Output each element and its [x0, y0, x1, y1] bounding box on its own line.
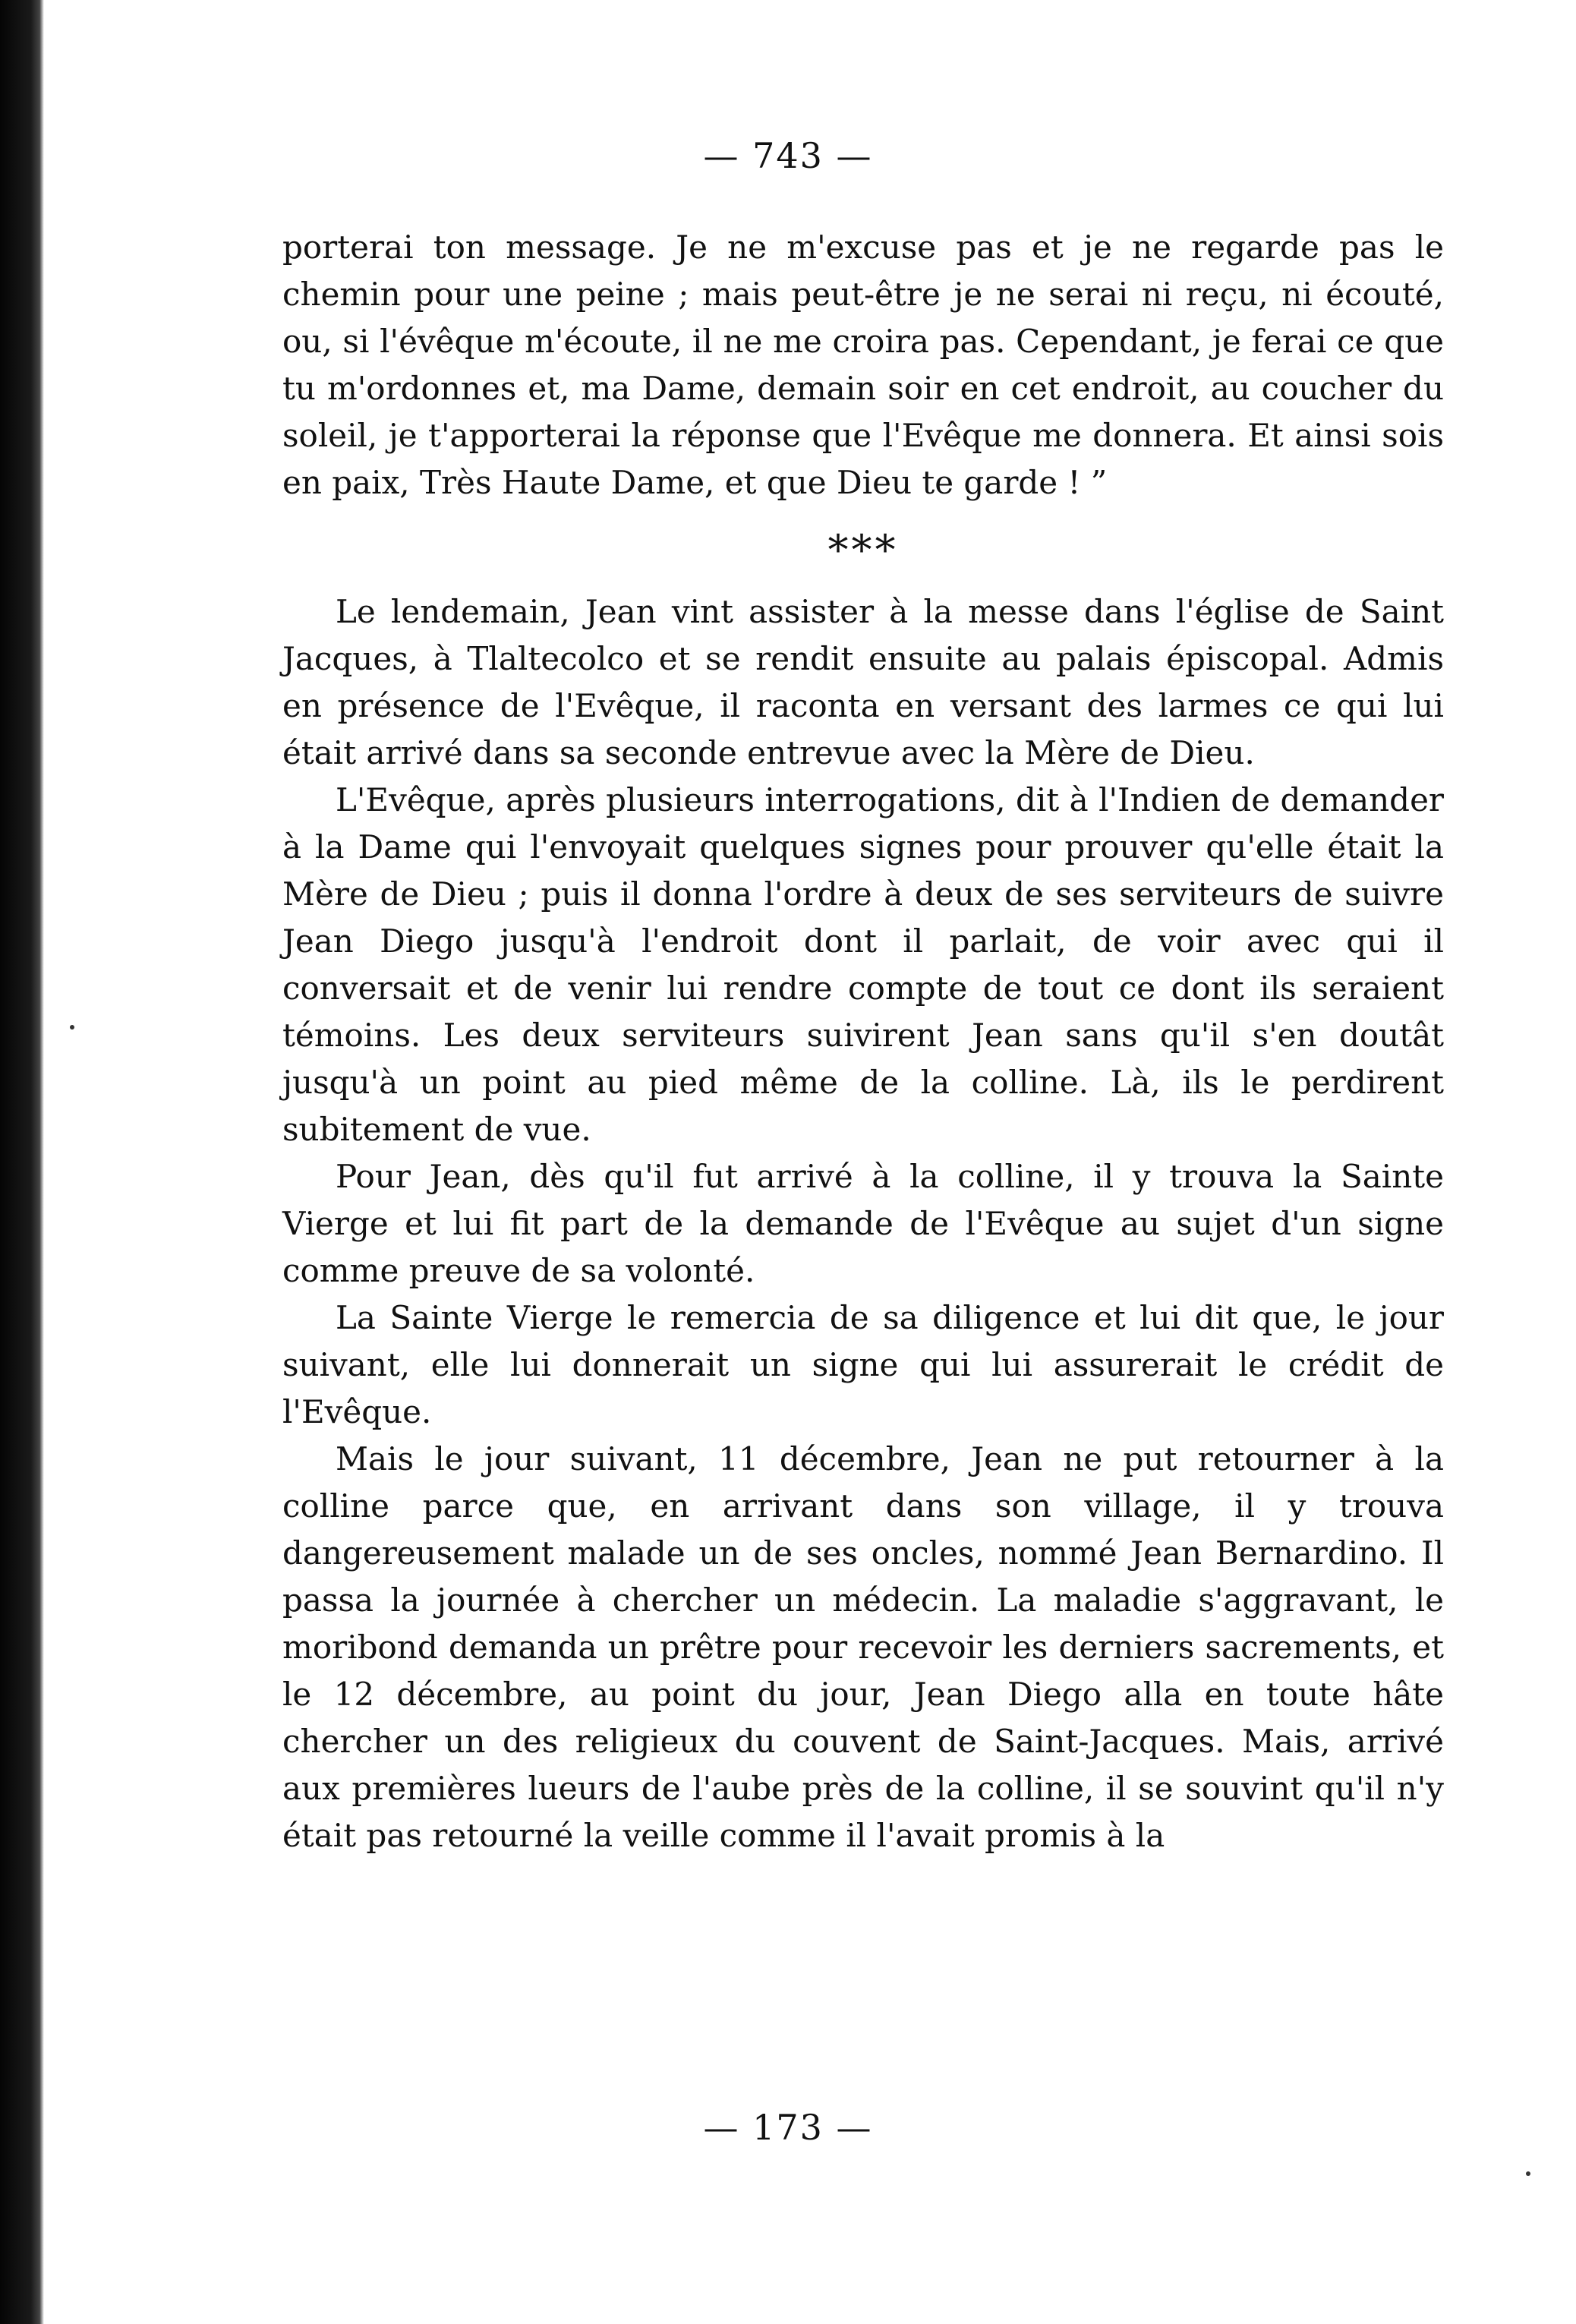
paragraph-continued: porterai ton message. Je ne m'excuse pas et je ne regarde pas le chemin pour une peine ; mais peut-être je ne serai ni reçu, ni écouté, ou, si l'évêque m'écoute, il ne me croira pas. Cependant, je ferai ce que tu m'ordonnes et, ma Dame, demain soir en cet endroit, au coucher du soleil, je t'apporterai la réponse que l'Evêque me donnera. Et ainsi sois en paix, Très Haute Dame, et que Dieu te garde ! ” [282, 229, 1444, 501]
print-speck [1526, 2171, 1530, 2176]
paragraph: Mais le jour suivant, 11 décembre, Jean ne put retourner à la colline parce que, en arrivant dans son village, il y trouva dangereusement malade un de ses oncles, nommé Jean Bernardino. Il passa la journée à chercher un médecin. La maladie s'aggravant, le moribond demanda un prêtre pour recevoir les derniers sacrements, et le 12 décembre, au point du jour, Jean Diego alla en toute hâte chercher un des religieux du couvent de Saint-Jacques. Mais, arrivé aux premières lueurs de l'aube près de la colline, il se souvint qu'il n'y était pas retourné la veille comme il l'avait promis à la [282, 1440, 1444, 1854]
print-speck [70, 1025, 74, 1030]
body-text [282, 224, 1444, 1859]
asterism: *** [827, 526, 899, 574]
paragraph: La Sainte Vierge le remercia de sa diligence et lui dit que, le jour suivant, elle lui donnerait un signe qui lui assurerait le crédit de l'Evêque. [282, 1299, 1444, 1430]
page-number: — 743 — [703, 135, 873, 176]
paragraph: L'Evêque, après plusieurs interrogations, dit à l'Indien de demander à la Dame qui l'envoyait quelques signes pour prouver qu'elle était la Mère de Dieu ; puis il donna l'ordre à deux de ses serviteurs de suivre Jean Diego jusqu'à l'endroit dont il parlait, de voir avec qui il conversait et de venir lui rendre compte de tout ce dont ils seraient témoins. Les deux serviteurs suivirent Jean sans qu'il s'en doutât jusqu'à un point au pied même de la colline. Là, ils le perdirent subitement de vue. [282, 781, 1444, 1148]
signature-mark: — 173 — [703, 2107, 873, 2148]
paragraph: Pour Jean, dès qu'il fut arrivé à la colline, il y trouva la Sainte Vierge et lui fit part de la demande de l'Evêque au sujet d'un signe comme preuve de sa volonté. [282, 1158, 1444, 1289]
paragraph: Le lendemain, Jean vint assister à la messe dans l'église de Saint Jacques, à Tlaltecolco et se rendit ensuite au palais épiscopal. Admis en présence de l'Evêque, il raconta en versant des larmes ce qui lui était arrivé dans sa seconde entrevue avec la Mère de Dieu. [282, 593, 1444, 771]
binding-edge [0, 0, 44, 2324]
